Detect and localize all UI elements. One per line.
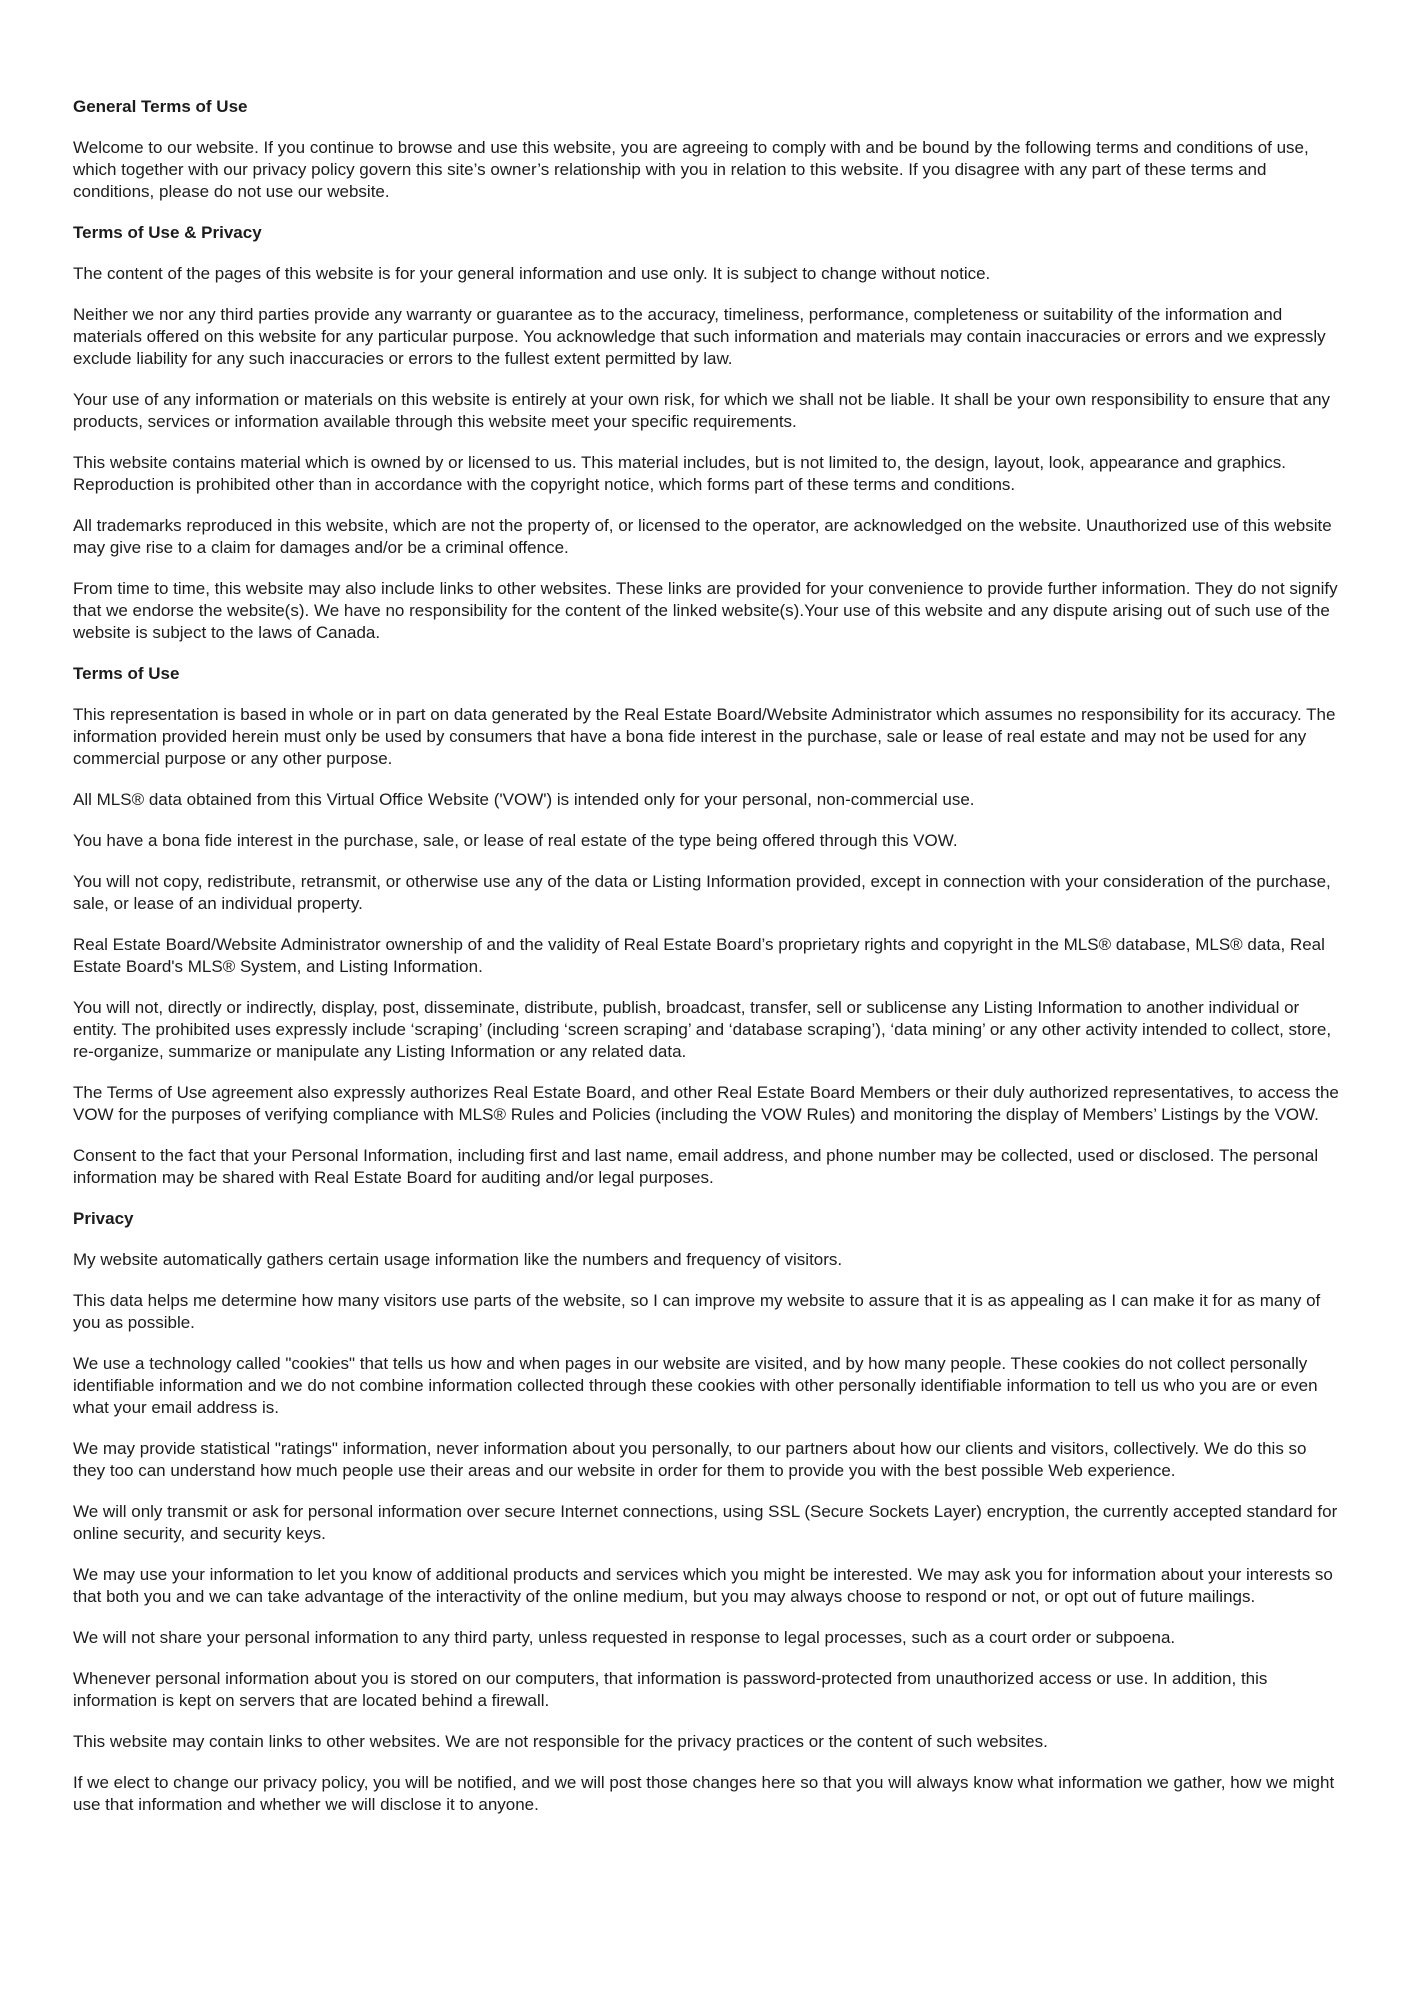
paragraph: Welcome to our website. If you continue to browse and use this website, you are agreeing to comply with and be bound by the following terms and conditions of use, which together with our privacy policy govern this site’s owner’s relationship with you in relation to this website. If you disagree with any part of these terms and conditions, please do not use our website. xyxy=(73,138,1309,201)
paragraph: Your use of any information or materials on this website is entirely at your own risk, for which we shall not be liable. It shall be your own responsibility to ensure that any products, services or information available through this website meet your specific requirements. xyxy=(73,390,1331,431)
section-privacy xyxy=(73,1208,1341,1816)
section-heading-general-terms: General Terms of Use xyxy=(73,97,248,116)
section-terms-privacy xyxy=(73,222,1341,644)
paragraph: The content of the pages of this website is for your general information and use only. It is subject to change without notice. xyxy=(73,264,991,283)
paragraph: This representation is based in whole or in part on data generated by the Real Estate Board/Website Administrator which assumes no responsibility for its accuracy. The information provided herein must only be used by consumers that have a bona fide interest in the purchase, sale or lease of real estate and may not be used for any commercial purpose or any other purpose. xyxy=(73,705,1336,768)
paragraph: Consent to the fact that your Personal Information, including first and last name, email address, and phone number may be collected, used or disclosed. The personal information may be shared with Real Estate Board for auditing and/or legal purposes. xyxy=(73,1146,1319,1187)
paragraph: We will only transmit or ask for personal information over secure Internet connections, using SSL (Secure Sockets Layer) encryption, the currently accepted standard for online security, and security keys. xyxy=(73,1502,1338,1543)
paragraph: This website contains material which is owned by or licensed to us. This material includes, but is not limited to, the design, layout, look, appearance and graphics. Reproduction is prohibited other than in accordance with the copyright notice, which forms part of these terms and conditions. xyxy=(73,453,1286,494)
paragraph: From time to time, this website may also include links to other websites. These links are provided for your convenience to provide further information. They do not signify that we endorse the website(s). We have no responsibility for the content of the linked website(s).Your use of this website and any dispute arising out of such use of the website is subject to the laws of Canada. xyxy=(73,579,1338,642)
paragraph: We may provide statistical "ratings" information, never information about you personally, to our partners about how our clients and visitors, collectively. We do this so they too can understand how much people use their areas and our website in order for them to provide you with the best possible Web experience. xyxy=(73,1439,1307,1480)
paragraph: We may use your information to let you know of additional products and services which you might be interested. We may ask you for information about your interests so that both you and we can take advantage of the interactivity of the online medium, but you may always choose to respond or not, or opt out of future mailings. xyxy=(73,1565,1333,1606)
paragraph: We use a technology called "cookies" that tells us how and when pages in our website are visited, and by how many people. These cookies do not collect personally identifiable information and we do not combine information collected through these cookies with other personally identifiable information to tell us who you are or even what your email address is. xyxy=(73,1354,1318,1417)
paragraph: Neither we nor any third parties provide any warranty or guarantee as to the accuracy, timeliness, performance, completeness or suitability of the information and materials offered on this website for any particular purpose. You acknowledge that such information and materials may contain inaccuracies or errors and we expressly exclude liability for any such inaccuracies or errors to the fullest extent permitted by law. xyxy=(73,305,1326,368)
section-heading-terms-privacy: Terms of Use & Privacy xyxy=(73,223,262,242)
paragraph: All MLS® data obtained from this Virtual Office Website ('VOW') is intended only for your personal, non-commercial use. xyxy=(73,790,975,809)
paragraph: Whenever personal information about you is stored on our computers, that information is password-protected from unauthorized access or use. In addition, this information is kept on servers that are located behind a firewall. xyxy=(73,1669,1268,1710)
paragraph: Real Estate Board/Website Administrator ownership of and the validity of Real Estate Board’s proprietary rights and copyright in the MLS® database, MLS® data, Real Estate Board's MLS® System, and Listing Information. xyxy=(73,935,1325,976)
paragraph: This data helps me determine how many visitors use parts of the website, so I can improve my website to assure that it is as appealing as I can make it for as many of you as possible. xyxy=(73,1291,1321,1332)
section-general-terms xyxy=(73,96,1341,203)
section-heading-privacy: Privacy xyxy=(73,1209,134,1228)
paragraph: The Terms of Use agreement also expressly authorizes Real Estate Board, and other Real Estate Board Members or their duly authorized representatives, to access the VOW for the purposes of verifying compliance with MLS® Rules and Policies (including the VOW Rules) and monitoring the display of Members’ Listings by the VOW. xyxy=(73,1083,1339,1124)
section-heading-terms-of-use: Terms of Use xyxy=(73,664,180,683)
paragraph: We will not share your personal information to any third party, unless requested in response to legal processes, such as a court order or subpoena. xyxy=(73,1628,1176,1647)
paragraph: You have a bona fide interest in the purchase, sale, or lease of real estate of the type being offered through this VOW. xyxy=(73,831,958,850)
paragraph: My website automatically gathers certain usage information like the numbers and frequency of visitors. xyxy=(73,1250,843,1269)
section-terms-of-use xyxy=(73,663,1341,1189)
paragraph: All trademarks reproduced in this website, which are not the property of, or licensed to the operator, are acknowledged on the website. Unauthorized use of this website may give rise to a claim for damages and/or be a criminal offence. xyxy=(73,516,1332,557)
paragraph: If we elect to change our privacy policy, you will be notified, and we will post those changes here so that you will always know what information we gather, how we might use that information and whether we will disclose it to anyone. xyxy=(73,1773,1335,1814)
paragraph: You will not copy, redistribute, retransmit, or otherwise use any of the data or Listing Information provided, except in connection with your consideration of the purchase, sale, or lease of an individual property. xyxy=(73,872,1331,913)
paragraph: You will not, directly or indirectly, display, post, disseminate, distribute, publish, broadcast, transfer, sell or sublicense any Listing Information to another individual or entity. The prohibited uses expressly include ‘scraping’ (including ‘screen scraping’ and ‘database scraping’), ‘data mining’ or any other activity intended to collect, store, re-organize, summarize or manipulate any Listing Information or any related data. xyxy=(73,998,1332,1061)
paragraph: This website may contain links to other websites. We are not responsible for the privacy practices or the content of such websites. xyxy=(73,1732,1048,1751)
terms-document xyxy=(73,96,1341,1816)
